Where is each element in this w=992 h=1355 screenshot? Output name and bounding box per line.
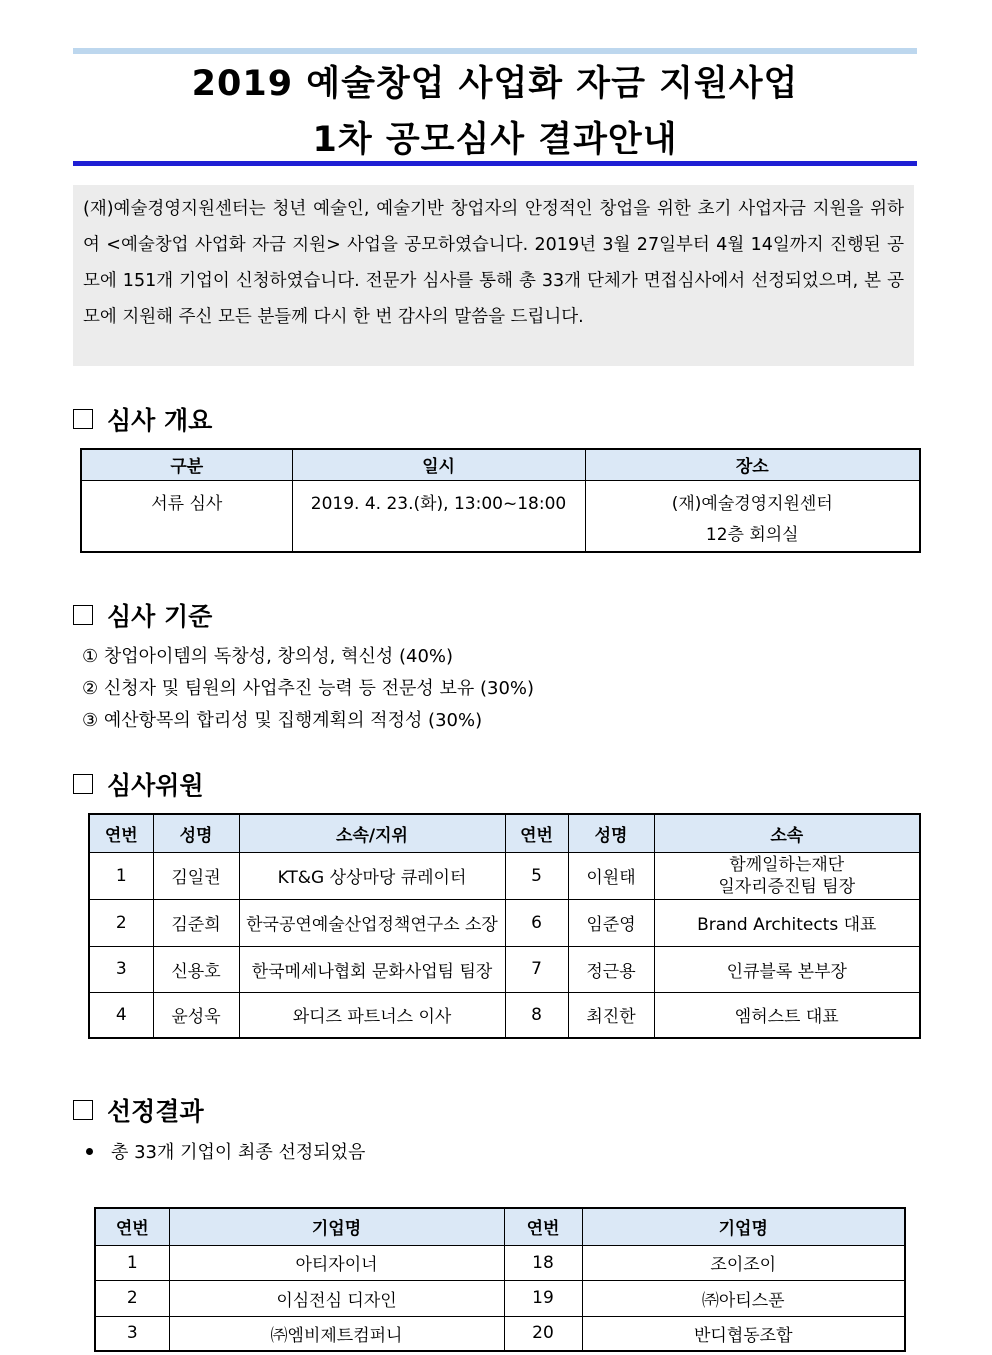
overview-table	[80, 448, 921, 553]
overview-place	[585, 480, 920, 552]
committee-header-no: 연번	[505, 814, 568, 852]
checkbox-square-icon	[73, 774, 93, 794]
section-results-title: 선정결과	[107, 1097, 204, 1126]
committee-header-org-title: 소속/지위	[239, 814, 505, 852]
results-company: 반디협동조합	[582, 1316, 905, 1351]
section-committee-heading	[73, 766, 204, 802]
title-top-rule	[73, 48, 917, 54]
results-no: 1	[95, 1245, 169, 1280]
committee-org: 엠허스트 대표	[654, 992, 920, 1038]
results-no: 20	[504, 1316, 582, 1351]
committee-header-no: 연번	[89, 814, 153, 852]
committee-name: 최진한	[568, 992, 654, 1038]
table-row	[95, 1280, 905, 1316]
committee-no: 7	[505, 946, 568, 992]
committee-no: 5	[505, 852, 568, 899]
criteria-item-1: ① 창업아이템의 독창성, 창의성, 혁신성 (40%)	[82, 646, 454, 667]
committee-name: 정근용	[568, 946, 654, 992]
committee-no: 6	[505, 899, 568, 946]
table-row	[89, 899, 920, 946]
checkbox-square-icon	[73, 409, 93, 429]
results-header-company: 기업명	[169, 1208, 504, 1245]
results-no: 18	[504, 1245, 582, 1280]
committee-org: 와디즈 파트너스 이사	[239, 992, 505, 1038]
table-row	[89, 852, 920, 899]
section-committee-title: 심사위원	[107, 771, 204, 800]
committee-header-name: 성명	[153, 814, 239, 852]
table-row	[89, 946, 920, 992]
results-header-no: 연번	[504, 1208, 582, 1245]
overview-datetime: 2019. 4. 23.(화), 13:00~18:00	[292, 480, 585, 552]
committee-org: 인큐블록 본부장	[654, 946, 920, 992]
criteria-item-2: ② 신청자 및 팀원의 사업추진 능력 등 전문성 보유 (30%)	[82, 678, 535, 699]
committee-org: Brand Architects 대표	[654, 899, 920, 946]
results-summary-text: 총 33개 기업이 최종 선정되었음	[111, 1142, 366, 1163]
committee-org-line-1: 함께일하는재단	[729, 854, 845, 875]
committee-org	[654, 852, 920, 899]
committee-org-line-2: 일자리증진팀 팀장	[718, 876, 856, 897]
title-bottom-rule	[73, 161, 917, 166]
committee-name: 윤성욱	[153, 992, 239, 1038]
intro-paragraph: (재)예술경영지원센터는 청년 예술인, 예술기반 창업자의 안정적인 창업을 위한 초기 사업자금 지원을 위하여 <예술창업 사업화 자금 지원> 사업을 공모하였습니다. 2019년 3월 27일부터 4월 14일까지 진행된 공모에 151개 기업이 신청하였습니다. 전문가 심사를 통해 총 33개 단체가 면접심사에서 선정되었으며, 본 공모에 지원해 주신 모든 분들께 다시 한 번 감사의 말씀을 드립니다.	[73, 185, 914, 366]
results-company: ㈜아티스푼	[582, 1280, 905, 1316]
results-no: 2	[95, 1280, 169, 1316]
overview-header-datetime: 일시	[292, 449, 585, 480]
table-row	[95, 1316, 905, 1351]
criteria-item-3: ③ 예산항목의 합리성 및 집행계획의 적정성 (30%)	[82, 710, 483, 731]
section-criteria-title: 심사 기준	[107, 602, 213, 631]
section-overview-title: 심사 개요	[107, 406, 213, 435]
section-overview-heading	[73, 401, 212, 437]
committee-org: KT&G 상상마당 큐레이터	[239, 852, 505, 899]
committee-name: 이원태	[568, 852, 654, 899]
bullet-dot-icon	[86, 1148, 93, 1155]
committee-name: 임준영	[568, 899, 654, 946]
overview-place-line-1: (재)예술경영지원센터	[671, 493, 833, 514]
committee-no: 3	[89, 946, 153, 992]
results-summary	[86, 1138, 365, 1164]
table-row	[95, 1245, 905, 1280]
committee-org: 한국메세나협회 문화사업팀 팀장	[239, 946, 505, 992]
committee-name: 김일권	[153, 852, 239, 899]
committee-no: 1	[89, 852, 153, 899]
committee-name: 신용호	[153, 946, 239, 992]
committee-no: 4	[89, 992, 153, 1038]
title-line-2: 1차 공모심사 결과안내	[312, 120, 678, 160]
results-no: 19	[504, 1280, 582, 1316]
section-results-heading	[73, 1092, 204, 1128]
title-line-1: 2019 예술창업 사업화 자금 지원사업	[191, 64, 799, 104]
results-company: ㈜엠비제트컴퍼니	[169, 1316, 504, 1351]
overview-place-line-2: 12층 회의실	[705, 524, 799, 545]
committee-no: 8	[505, 992, 568, 1038]
results-no: 3	[95, 1316, 169, 1351]
committee-table	[88, 813, 921, 1039]
results-table	[94, 1207, 906, 1352]
overview-type: 서류 심사	[81, 480, 292, 552]
committee-header-org: 소속	[654, 814, 920, 852]
checkbox-square-icon	[73, 1100, 93, 1120]
results-header-no: 연번	[95, 1208, 169, 1245]
checkbox-square-icon	[73, 605, 93, 625]
section-criteria-heading	[73, 597, 212, 633]
committee-header-name: 성명	[568, 814, 654, 852]
results-company: 아티자이너	[169, 1245, 504, 1280]
committee-org: 한국공연예술산업정책연구소 소장	[239, 899, 505, 946]
table-row	[89, 992, 920, 1038]
results-company: 이심전심 디자인	[169, 1280, 504, 1316]
results-header-company: 기업명	[582, 1208, 905, 1245]
results-company: 조이조이	[582, 1245, 905, 1280]
committee-no: 2	[89, 899, 153, 946]
committee-name: 김준희	[153, 899, 239, 946]
overview-header-type: 구분	[81, 449, 292, 480]
overview-header-place: 장소	[585, 449, 920, 480]
